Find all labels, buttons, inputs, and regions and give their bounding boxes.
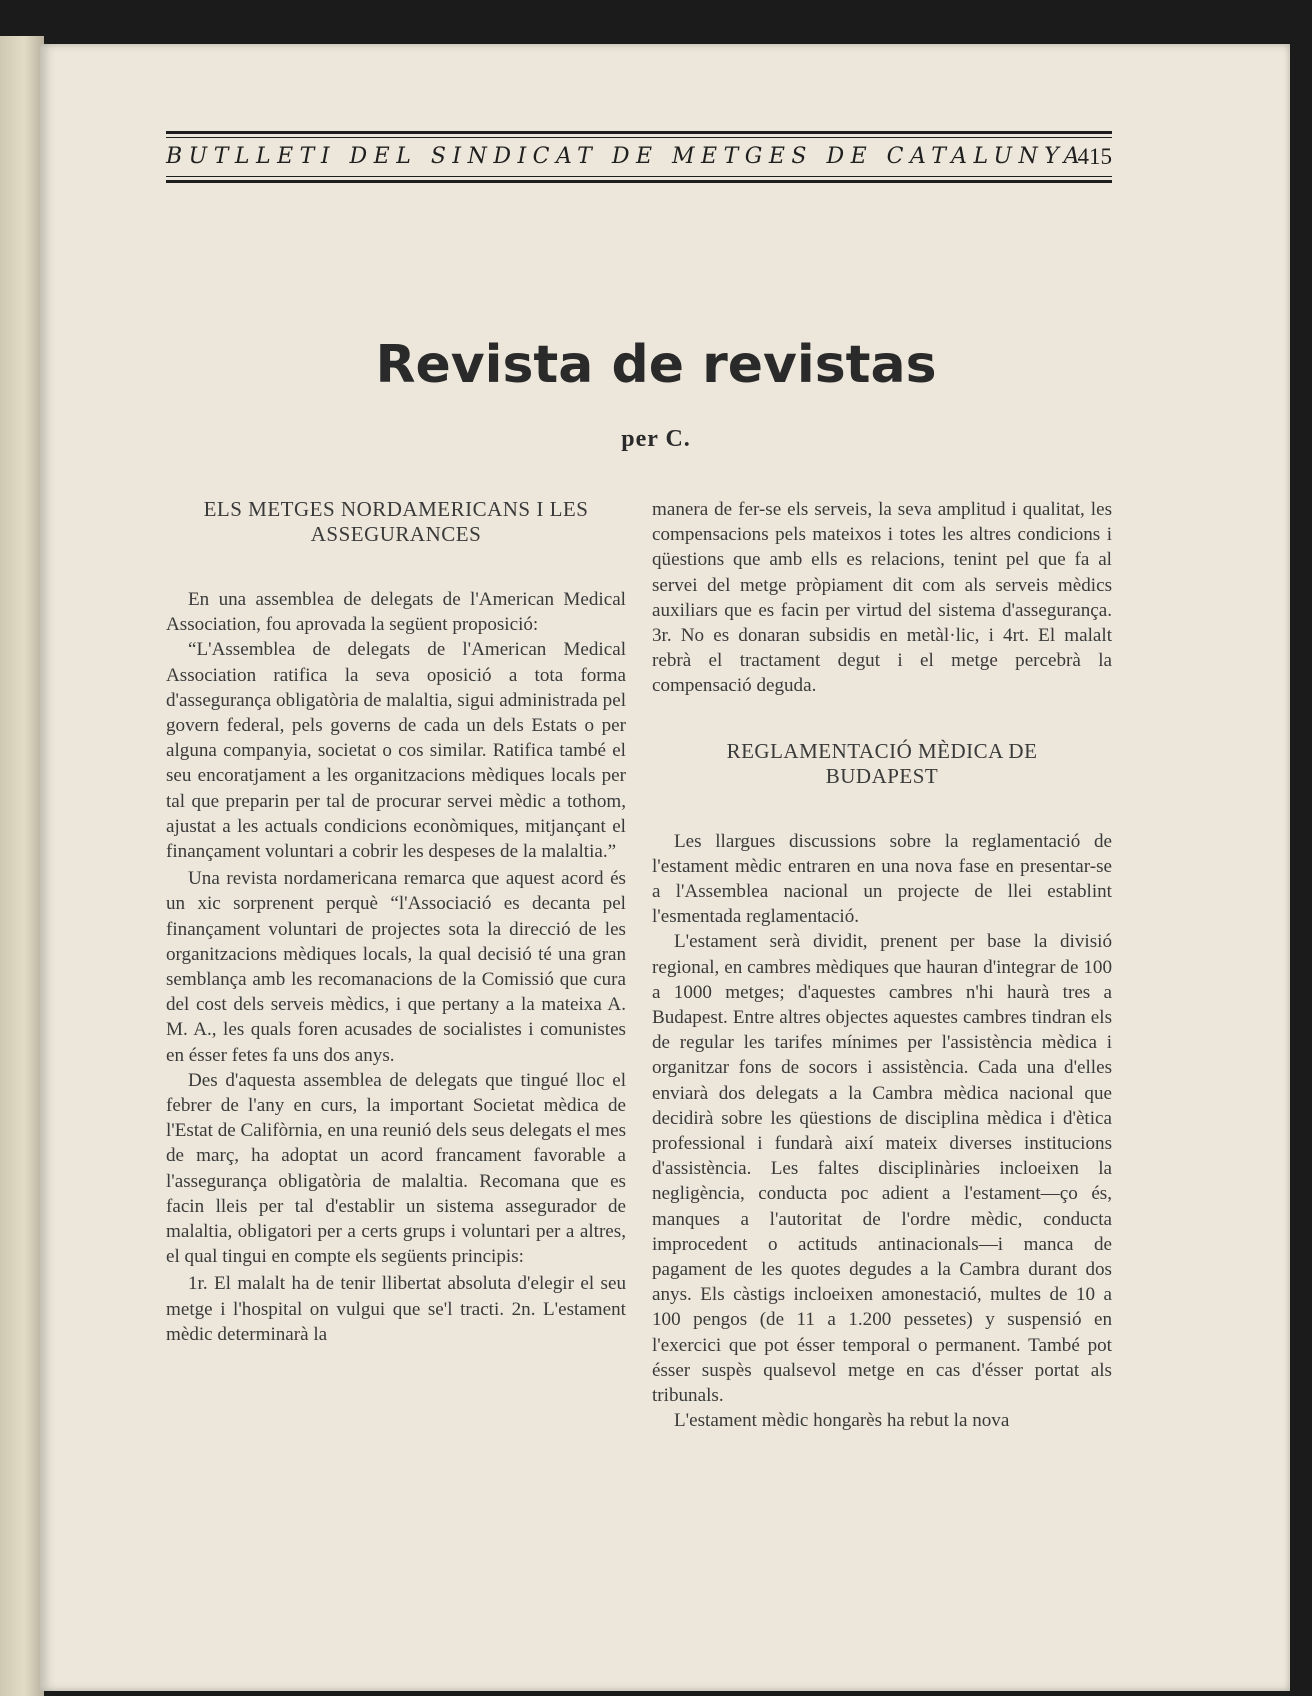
header-rule [166,137,1112,138]
paragraph: 1r. El malalt ha de tenir llibertat absoluta d'elegir el seu metge i l'hospital on vulgui que se'l tracti. 2n. L'estament mèdic determinarà la [166,1273,626,1345]
left-column [166,497,626,1347]
paragraph: “L'Assemblea de delegats de l'American Medical Association ratifica la seva oposició a tota forma d'assegurança obligatòria de malaltia, sigui administrada pel govern federal, pels governs de cada un dels Estats o per alguna companyia, societat o cos similar. Ratifica també el seu encoratjament a les organitzacions mèdiques locals per tal que preparin per tal de procurar servei mèdic a tothom, ajustat a les actuals condicions econòmiques, mitjançant el finançament voluntari a cobrir les despeses de la malaltia.” [166,639,626,863]
article-title: Revista de revistas [375,335,937,395]
left-page-edge [0,36,44,1696]
paragraph: Les llargues discussions sobre la reglamentació de l'estament mèdic entraren en una nova fase en presentar-se a l'Assemblea nacional un projecte de llei establint l'esmentada reglamentació. [652,830,1112,928]
section-heading: REGLAMENTACIÓ MÈDICA DE BUDAPEST [726,738,1038,788]
header-rule [166,180,1112,183]
paragraph: En una assemblea de delegats de l'American Medical Association, fou aprovada la següent proposició: [166,589,626,636]
paragraph: Una revista nordamericana remarca que aquest acord és un xic sorprenent perquè “l'Associació es decanta pel finançament voluntari de projectes sota la direcció de les organitzacions mèdiques locals, la qual decisió té una gran semblança amb les recomanacions de la Comissió que cura del cost dels serveis mèdics, i que pertany a la mateixa A. M. A., les quals foren acusades de socialistes i comunistes en ésser fetes fa uns dos anys. [166,868,626,1066]
paragraph: L'estament mèdic hongarès ha rebut la nova [674,1410,1010,1432]
article-byline: per C. [621,426,691,452]
header-rule [166,131,1112,134]
journal-title: BUTLLETI DEL SINDICAT DE METGES DE CATALUNYA [166,144,1086,169]
right-column [652,497,1112,1434]
section-heading: ELS METGES NORDAMERICANS I LES ASSEGURANCES [203,497,589,546]
paragraph: Des d'aquesta assemblea de delegats que tingué lloc el febrer de l'any en curs, la important Societat mèdica de l'Estat de Califòrnia, en una reunió dels seus delegats el mes de març, ha adoptat un acord francament favorable a l'assegurança obligatòria de malaltia. Recomana que es facin lleis per tal d'establir un sistema assegurador de malaltia, obligatori per a certs grups i voluntari per a altres, el qual tingui en compte els següents principis: [166,1069,626,1268]
header-rule [166,176,1112,177]
page-number: 415 [1077,144,1112,169]
paragraph: manera de fer-se els serveis, la seva amplitud i qualitat, les compensacions pels mateixos i totes les altres condicions i qüestions que amb ells es relacions, tenint pel que fa al servei del metge pròpiament dit com als serveis mèdics auxiliars que es facin per virtud del sistema d'assegurança. 3r. No es donaran subsidis en metàl·lic, i 4rt. El malalt rebrà el tractament degut i el metge percebrà la compensació deguda. [652,499,1112,697]
running-header [166,131,1112,187]
paragraph: L'estament serà dividit, prenent per base la divisió regional, en cambres mèdiques que hauran d'integrar de 100 a 1000 metges; d'aquestes cambres n'hi haurà tres a Budapest. Entre altres objectes aquestes cambres tindran els de regular les tarifes mínimes per l'assistència mèdica i organitzar fons de socors i assistència. Cada una d'elles enviarà dos delegats a la Cambra mèdica nacional que decidirà sobre les qüestions de disciplina mèdica i d'ètica professional i fundarà així mateix diverses institucions d'assistència. Les faltes disciplinàries incloeixen la negligència, conducta poc adient a l'estament—ço és, manques a l'autoritat de l'ordre mèdic, conducta improcedent o actituds antinacionals—i manca de pagament de les quotes degudes a la Cambra durant dos anys. Els càstigs incloeixen amonestació, multes de 10 a 100 pengos (de 11 a 1.200 pessetes) y suspensió en l'exercici que pot ésser temporal o permanent. També pot ésser suspès qualsevol metge en cas d'ésser portat als tribunals. [652,931,1112,1407]
